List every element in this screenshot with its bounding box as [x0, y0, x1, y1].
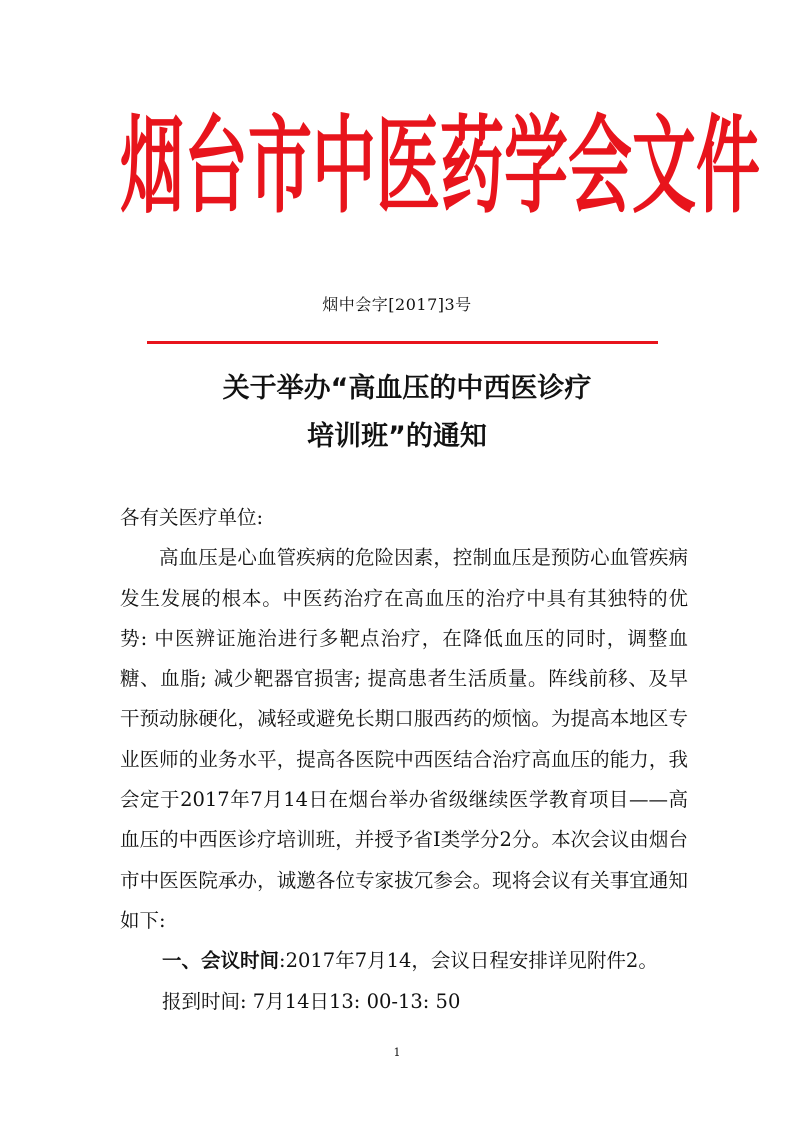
- organization-header-title: 烟台市中医药学会文件: [120, 106, 760, 230]
- meeting-time-line: [120, 941, 688, 981]
- meeting-time-label: 一、会议时间: [162, 949, 280, 973]
- page-number: 1: [393, 1046, 401, 1059]
- meeting-time-text: :2017年7月14，会议日程安排详见附件2。: [279, 949, 658, 973]
- notice-title-line-1: 关于举办“高血压的中西医诊疗: [222, 373, 592, 404]
- registration-time-line: 报到时间: 7月14日13: 00-13: 50: [162, 989, 461, 1013]
- document-body: [120, 498, 688, 1022]
- red-divider-line: [147, 341, 658, 344]
- document-number: 烟中会字[2017]3号: [322, 295, 472, 314]
- notice-title-line-2: 培训班”的通知: [307, 421, 487, 452]
- salutation: 各有关医疗单位:: [120, 506, 264, 529]
- body-paragraph: 高血压是心血管疾病的危险因素，控制血压是预防心血管疾病发生发展的根本。中医药治疗在高血压的治疗中具有其独特的优势: 中医辨证施治进行多靶点治疗，在降低血压的同时，调整血糖、血脂; 减少靶器官损害; 提高患者生活质量。阵线前移、及早干预动脉硬化，减轻或避免长期口服西药的烦恼。为提高本地区专业医师的业务水平，提高各医院中西医结合治疗高血压的能力，我会定于2017年7月14日在烟台举办省级继续医学教育项目——高血压的中西医诊疗培训班，并授予省I类学分2分。本次会议由烟台市中医医院承办，诚邀各位专家拔冗参会。现将会议有关事宜通知如下:: [120, 546, 688, 932]
